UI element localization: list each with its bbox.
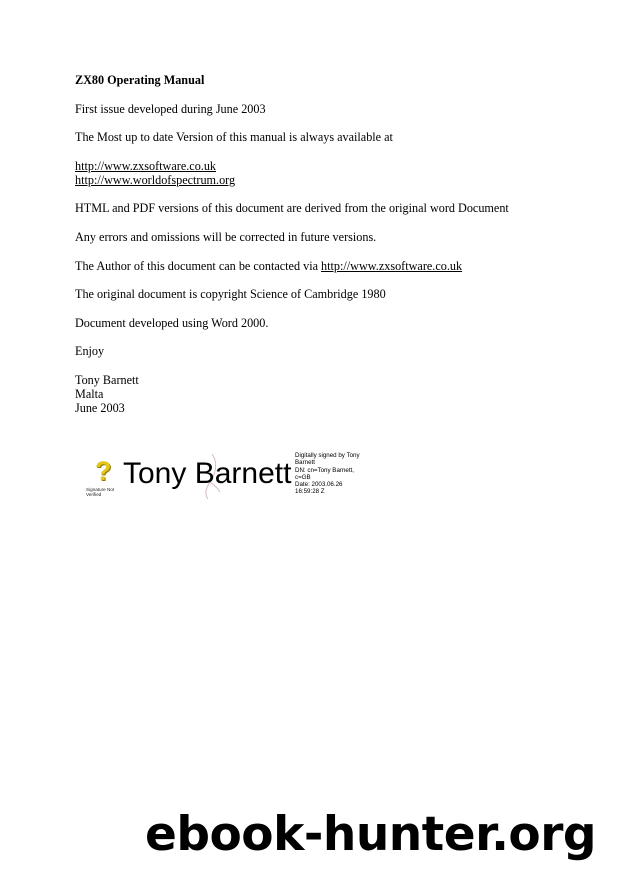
document-body	[75, 73, 575, 430]
link-zxsoftware[interactable]: http://www.zxsoftware.co.uk	[75, 158, 217, 173]
signature-status-label: Signature Not Verified	[86, 487, 115, 498]
developed-text: Document developed using Word 2000.	[75, 315, 269, 330]
first-issue-text: First issue developed during June 2003	[75, 101, 266, 116]
signature-detail-time: 16:59:28 Z	[295, 488, 325, 496]
document-title: ZX80 Operating Manual	[75, 73, 205, 87]
author-date: June 2003	[75, 400, 125, 415]
signature-details	[295, 452, 370, 496]
closing-text: Enjoy	[75, 344, 105, 359]
availability-text: The Most up to date Version of this manual is always available at	[75, 130, 393, 145]
author-location: Malta	[75, 386, 104, 401]
link-worldofspectrum[interactable]: http://www.worldofspectrum.org	[75, 172, 236, 187]
contact-paragraph	[75, 259, 575, 273]
errors-text: Any errors and omissions will be corrected in future versions.	[75, 229, 377, 244]
formats-text: HTML and PDF versions of this document are derived from the original word Document	[75, 201, 509, 216]
signature-detail-date: Date: 2003.06.26	[295, 481, 343, 489]
copyright-text: The original document is copyright Science of Cambridge 1980	[75, 287, 386, 302]
signature-name: Tony Barnett	[123, 457, 292, 490]
author-name: Tony Barnett	[75, 372, 139, 387]
signature-status-question-icon: ?	[95, 456, 112, 486]
links-block	[75, 159, 575, 187]
signature-detail-dn: DN: cn=Tony Barnett, c=GB	[295, 466, 354, 481]
contact-link[interactable]: http://www.zxsoftware.co.uk	[321, 258, 463, 273]
digital-signature[interactable]	[86, 452, 386, 502]
watermark-text: ebook-hunter.org	[145, 807, 597, 862]
contact-prefix: The Author of this document can be contacted via	[75, 258, 322, 273]
signature-detail-signed-by: Digitally signed by Tony Barnett	[295, 452, 360, 467]
author-block	[75, 373, 575, 415]
